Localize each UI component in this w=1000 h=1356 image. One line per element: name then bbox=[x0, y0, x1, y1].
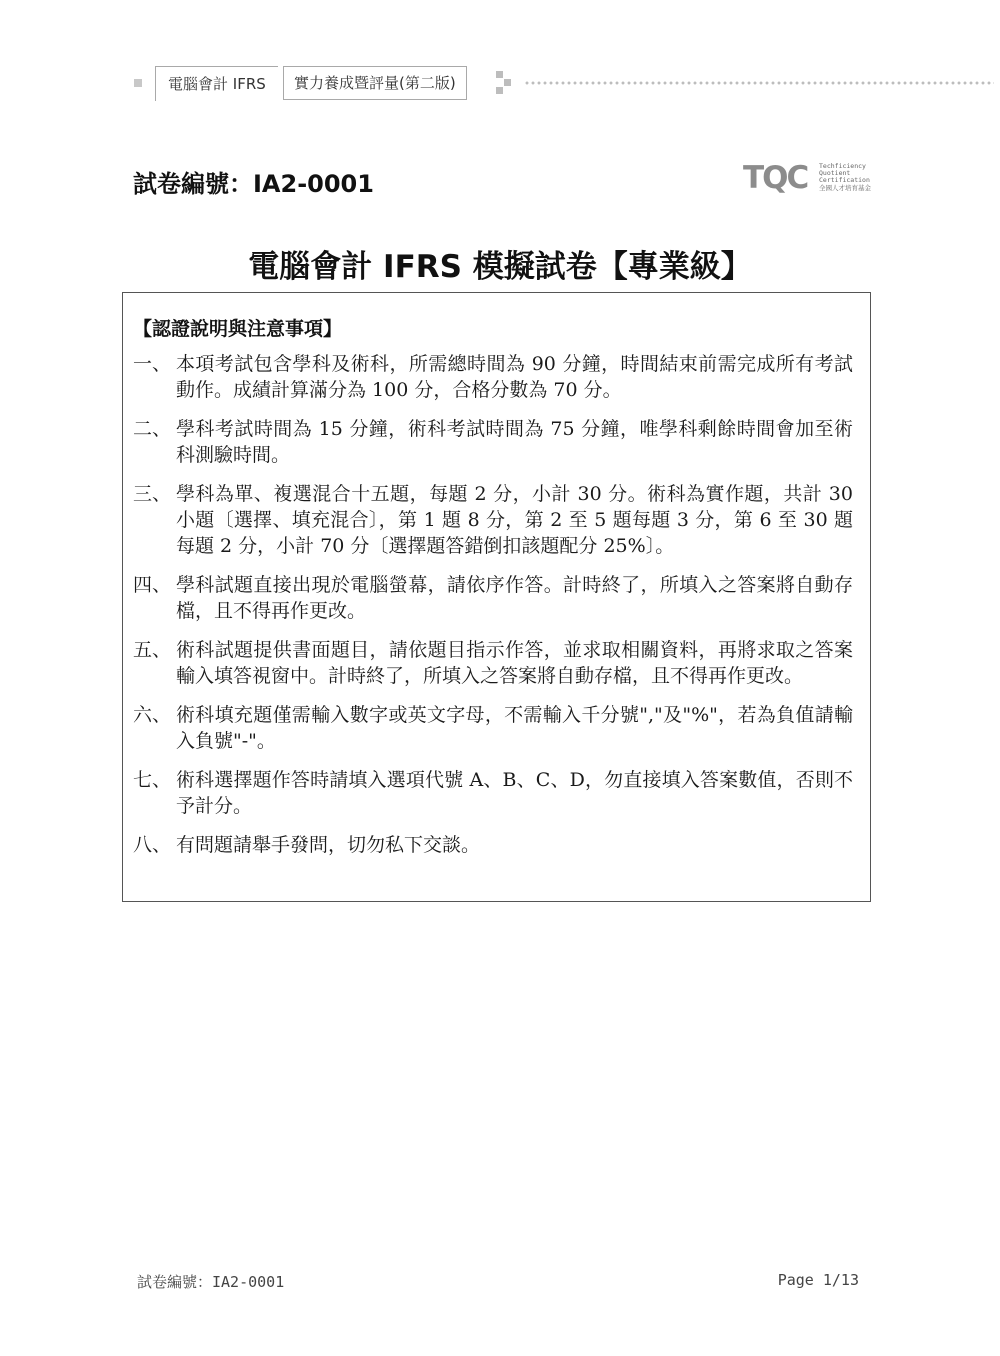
logo-line-1: Techficiency bbox=[819, 162, 866, 170]
header-course-tab: 電腦會計 IFRS bbox=[155, 66, 278, 101]
notice-item bbox=[133, 637, 853, 689]
notice-item bbox=[133, 481, 853, 559]
notice-item-text: 術科填充題僅需輸入數字或英文字母，不需輸入千分號","及"%"，若為負值請輸入負號"-"。 bbox=[176, 704, 853, 752]
notice-item-number: 八、 bbox=[133, 834, 172, 856]
notice-item bbox=[133, 702, 853, 754]
notice-item-number: 二、 bbox=[133, 418, 172, 440]
notice-item-text: 術科試題提供書面題目，請依題目指示作答，並求取相關資料，再將求取之答案輸入填答視窗中。計時終了，所填入之答案將自動存檔，且不得再作更改。 bbox=[176, 639, 853, 687]
notice-item-number: 四、 bbox=[133, 574, 172, 596]
notice-item-text: 學科為單、複選混合十五題，每題 2 分，小計 30 分。術科為實作題，共計 30 小題〔選擇、填充混合〕，第 1 題 8 分，第 2 至 5 題每題 3 分，第 6 至 30 題每題 2 分，小計 70 分〔選擇題答錯倒扣該題配分 25%〕。 bbox=[176, 483, 853, 557]
logo-line-3: Certification bbox=[819, 176, 870, 185]
logo-line-2: Quotient bbox=[819, 169, 851, 178]
header-square-icon bbox=[134, 79, 142, 87]
logo-line-4: 全國人才培育基金 bbox=[819, 183, 871, 192]
notice-item-number: 六、 bbox=[133, 704, 172, 726]
running-header bbox=[0, 62, 1000, 106]
notice-list bbox=[133, 351, 853, 871]
notice-item bbox=[133, 416, 853, 468]
tqc-logo-mark: TQC bbox=[743, 160, 808, 196]
notice-heading: 【認證說明與注意事項】 bbox=[133, 318, 343, 340]
tqc-logo bbox=[743, 160, 873, 196]
header-dotted-line bbox=[524, 81, 994, 85]
notice-item-text: 學科考試時間為 15 分鐘，術科考試時間為 75 分鐘，唯學科剩餘時間會加至術科測驗時間。 bbox=[176, 418, 853, 466]
notice-item-number: 三、 bbox=[133, 483, 172, 505]
notice-item-text: 術科選擇題作答時請填入選項代號 A、B、C、D，勿直接填入答案數值，否則不予計分。 bbox=[176, 769, 853, 817]
tqc-logo-text bbox=[819, 163, 875, 192]
header-book-tab: 實力養成暨評量(第二版) bbox=[283, 66, 467, 100]
footer-paper-id: 試卷編號：IA2-0001 bbox=[137, 1273, 285, 1291]
notice-item bbox=[133, 767, 853, 819]
notice-item-number: 七、 bbox=[133, 769, 172, 791]
footer-page-number: Page 1/13 bbox=[777, 1271, 859, 1289]
notice-item-number: 五、 bbox=[133, 639, 172, 661]
header-pixel-decoration-icon bbox=[496, 71, 514, 95]
paper-id: 試卷編號：IA2-0001 bbox=[133, 170, 374, 198]
notice-item-text: 本項考試包含學科及術科，所需總時間為 90 分鐘，時間結束前需完成所有考試動作。成績計算滿分為 100 分，合格分數為 70 分。 bbox=[176, 353, 853, 401]
notice-box bbox=[122, 292, 871, 902]
notice-item bbox=[133, 572, 853, 624]
notice-item bbox=[133, 832, 853, 858]
notice-item-number: 一、 bbox=[133, 353, 172, 375]
notice-item-text: 有問題請舉手發問，切勿私下交談。 bbox=[176, 834, 481, 856]
page-title: 電腦會計 IFRS 模擬試卷【專業級】 bbox=[248, 249, 752, 285]
notice-item bbox=[133, 351, 853, 403]
notice-item-text: 學科試題直接出現於電腦螢幕，請依序作答。計時終了，所填入之答案將自動存檔，且不得再作更改。 bbox=[176, 574, 853, 622]
